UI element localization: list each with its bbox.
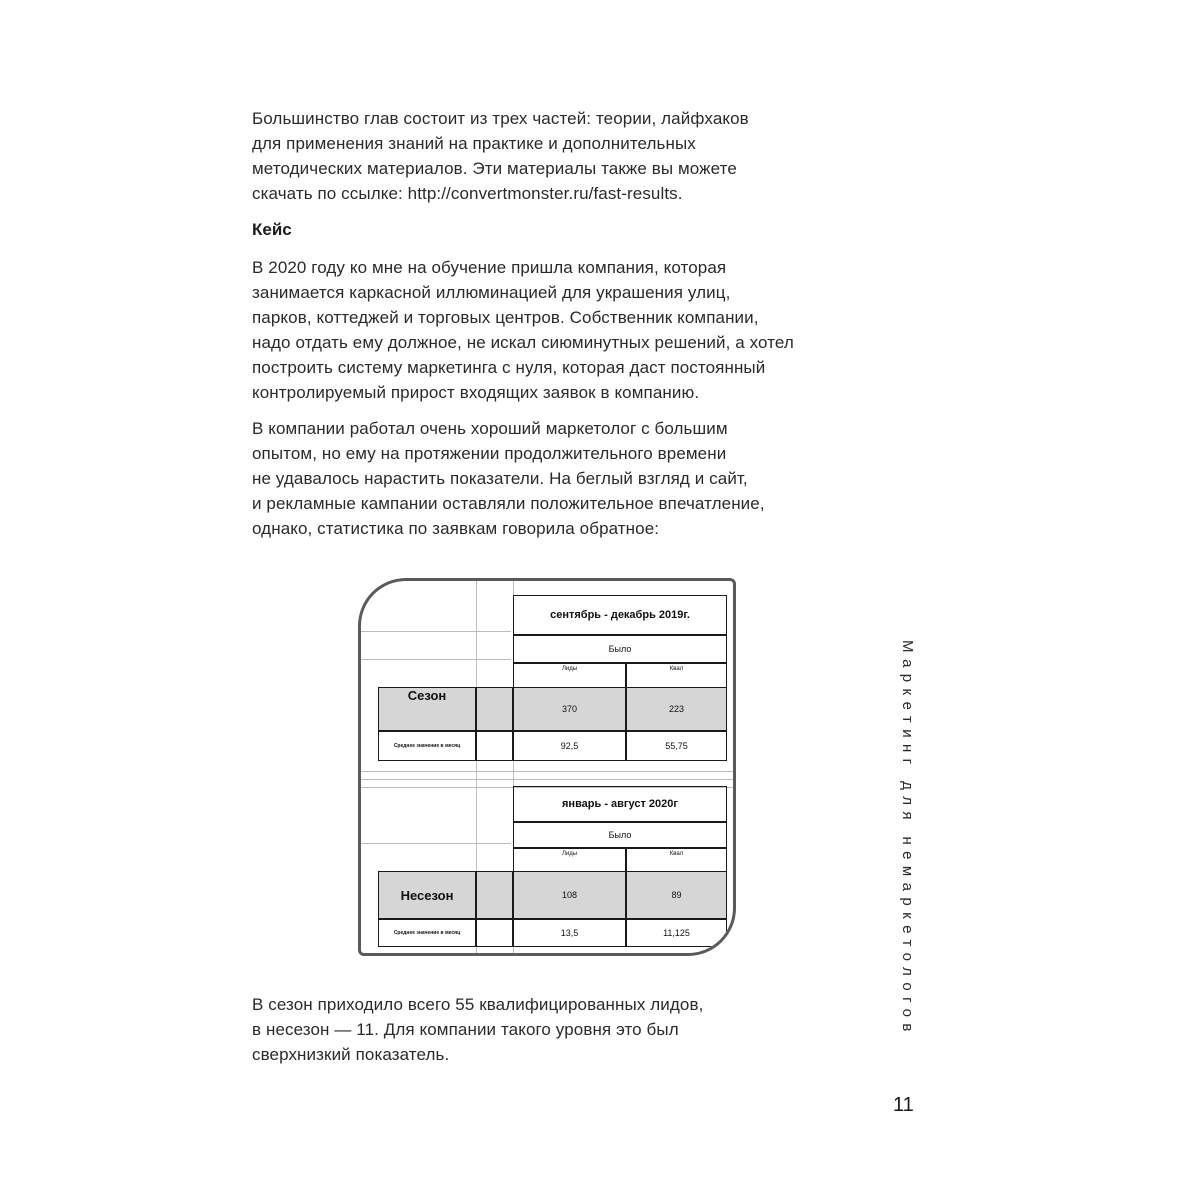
season-row-label: Сезон [378, 687, 476, 731]
paragraph-line: контролируемый прирост входящих заявок в компанию. [252, 383, 700, 402]
paragraph-line: занимается каркасной иллюминацией для украшения улиц, [252, 283, 731, 302]
leads-column-header: Лиды [513, 663, 626, 689]
season-leads-average: 92,5 [513, 731, 626, 761]
page-number: 11 [893, 1094, 914, 1116]
off-season-qualified-value: 89 [626, 871, 727, 919]
statistics-table-figure [358, 578, 740, 960]
paragraph-line: однако, статистика по заявкам говорила обратное: [252, 519, 660, 538]
grid-line [361, 843, 511, 844]
season-qualified-average: 55,75 [626, 731, 727, 761]
running-book-title: Маркетинг для немаркетологов [899, 640, 916, 1038]
grid-line [361, 631, 511, 632]
grid-line [361, 771, 736, 772]
period-header: сентябрь - декабрь 2019г. [513, 595, 727, 635]
average-label: Среднее значение в месяц [378, 919, 476, 947]
paragraph-line: В компании работал очень хороший маркетолог с большим [252, 419, 728, 438]
figure-frame [358, 578, 736, 956]
season-qualified-value: 223 [626, 687, 727, 731]
off-season-qualified-average: 11,125 [626, 919, 727, 947]
intro-line: скачать по ссылке: http://convertmonster.ru/fast-results. [252, 184, 683, 203]
season-leads-value: 370 [513, 687, 626, 731]
empty-cell [476, 871, 513, 919]
case-heading: Кейс [252, 220, 292, 239]
qualified-column-header: Квал [626, 663, 727, 689]
paragraph-line: надо отдать ему должное, не искал сиюминутных решений, а хотел [252, 333, 794, 352]
paragraph-line: не удавалось нарастить показатели. На беглый взгляд и сайт, [252, 469, 748, 488]
intro-line: методических материалов. Эти материалы также вы можете [252, 159, 737, 178]
paragraph-line: опытом, но ему на протяжении продолжительного времени [252, 444, 727, 463]
was-header: Было [513, 635, 727, 663]
conclusion-paragraph [252, 992, 872, 1067]
intro-line: для применения знаний на практике и дополнительных [252, 134, 696, 153]
paragraph-line: В сезон приходило всего 55 квалифицированных лидов, [252, 995, 704, 1014]
was-header: Было [513, 822, 727, 848]
off-season-leads-value: 108 [513, 871, 626, 919]
intro-paragraph [252, 106, 872, 206]
leads-column-header: Лиды [513, 848, 626, 872]
empty-cell [476, 687, 513, 731]
case-paragraph-1 [252, 255, 872, 405]
grid-line [361, 659, 511, 660]
off-season-row-label: Несезон [378, 871, 476, 919]
paragraph-line: сверхнизкий показатель. [252, 1045, 450, 1064]
paragraph-line: В 2020 году ко мне на обучение пришла компания, которая [252, 258, 727, 277]
case-paragraph-2 [252, 416, 872, 541]
paragraph-line: построить систему маркетинга с нуля, которая даст постоянный [252, 358, 766, 377]
average-label: Среднее значение в месяц [378, 731, 476, 761]
empty-cell [476, 919, 513, 947]
intro-line: Большинство глав состоит из трех частей: теории, лайфхаков [252, 109, 749, 128]
off-season-leads-average: 13,5 [513, 919, 626, 947]
period-header: январь - август 2020г [513, 786, 727, 822]
paragraph-line: парков, коттеджей и торговых центров. Собственник компании, [252, 308, 759, 327]
paragraph-line: и рекламные кампании оставляли положительное впечатление, [252, 494, 765, 513]
qualified-column-header: Квал [626, 848, 727, 872]
empty-cell [476, 731, 513, 761]
grid-line [361, 779, 736, 780]
paragraph-line: в несезон — 11. Для компании такого уровня это был [252, 1020, 679, 1039]
